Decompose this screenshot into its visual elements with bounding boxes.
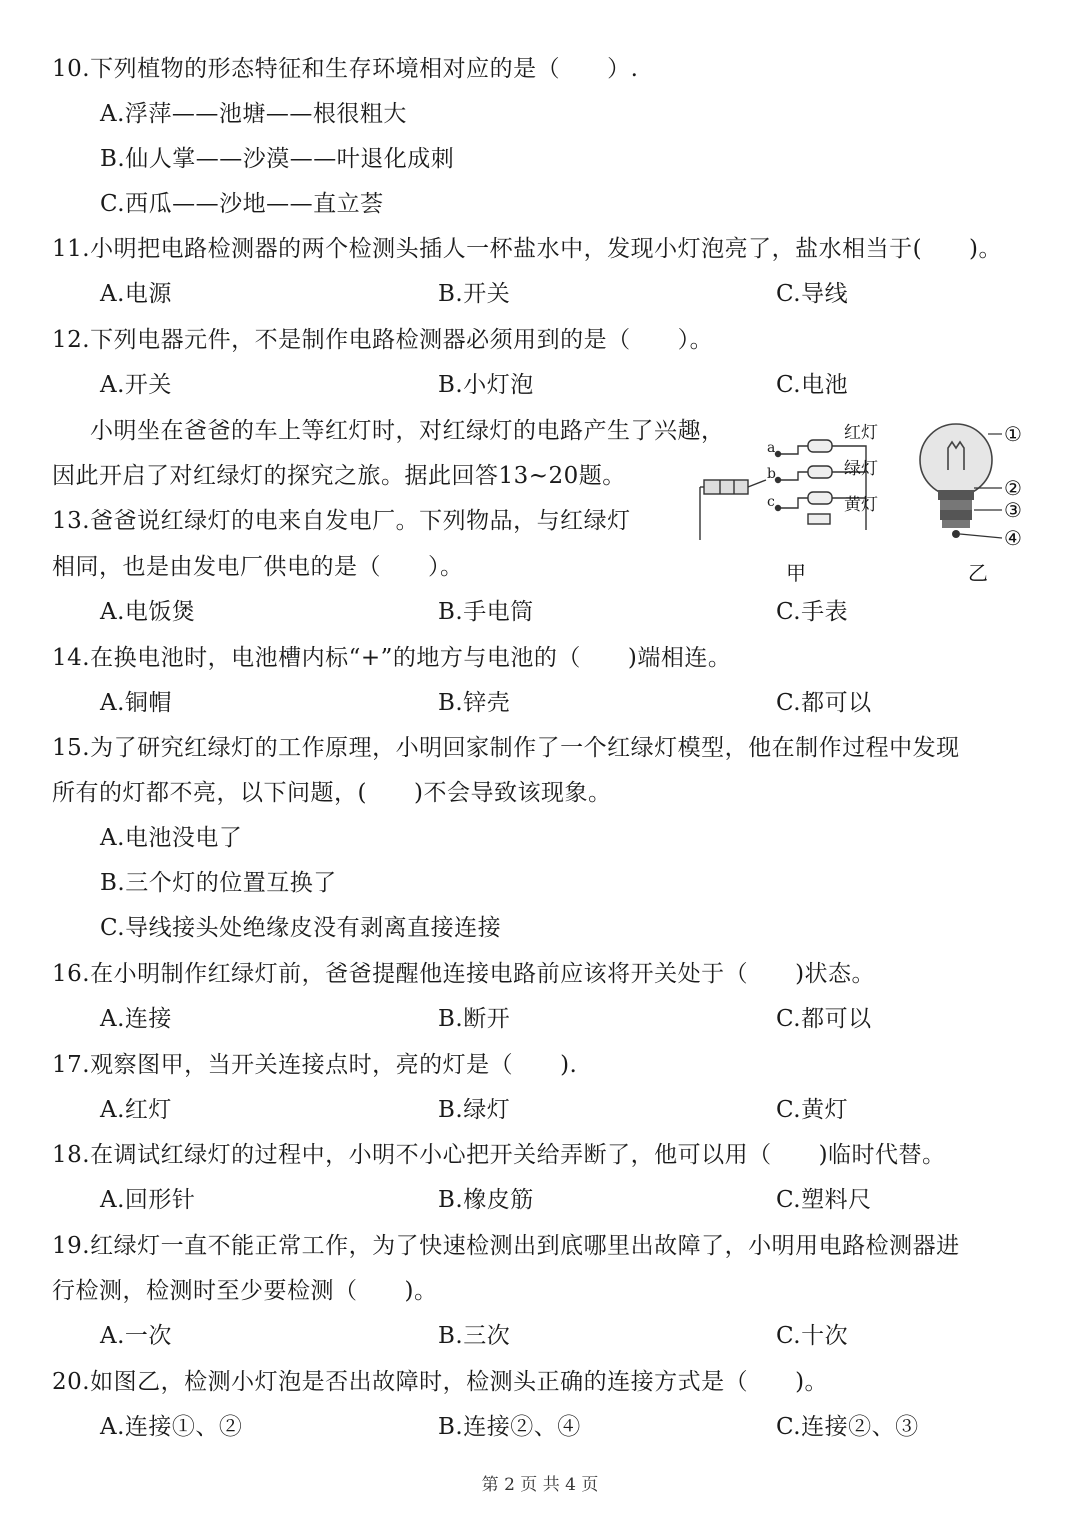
q20-option-c: C.连接②、③ [776, 1414, 919, 1440]
q10-option-a: A.浮萍——池塘——根很粗大 [100, 101, 407, 127]
red-lamp-icon [808, 440, 832, 452]
q10-option-b: B.仙人掌——沙漠——叶退化成刺 [100, 146, 455, 172]
q18-option-c: C.塑料尺 [776, 1187, 872, 1213]
q19-stem-line-1: 19.红绿灯一直不能正常工作，为了快速检测出到底哪里出故障了，小明用电路检测器进 [52, 1233, 960, 1259]
yellow-lamp-label: 黄灯 [844, 495, 878, 515]
green-lamp-label: 绿灯 [844, 459, 878, 479]
q12-option-c: C.电池 [776, 372, 849, 398]
q12-option-a: A.开关 [100, 372, 172, 398]
point-c-label: c [767, 494, 775, 510]
q16-option-a: A.连接 [100, 1006, 172, 1032]
q15-option-b: B.三个灯的位置互换了 [100, 870, 337, 896]
q11-option-a: A.电源 [100, 281, 172, 307]
q17-option-b: B.绿灯 [438, 1097, 511, 1123]
q19-option-c: C.十次 [776, 1323, 849, 1349]
q13-stem-line-1: 13.爸爸说红绿灯的电来自发电厂。下列物品，与红绿灯 [52, 508, 631, 534]
green-lamp-icon [808, 466, 832, 478]
q18-option-a: A.回形针 [100, 1187, 196, 1213]
q18-stem: 18.在调试红绿灯的过程中，小明不小心把开关给弄断了，他可以用（ )临时代替。 [52, 1142, 946, 1168]
q13-option-a: A.电饭煲 [100, 599, 196, 625]
figure-jia-caption: 甲 [786, 561, 806, 585]
figure-yi-caption: 乙 [968, 561, 988, 585]
q20-stem: 20.如图乙，检测小灯泡是否出故障时，检测头正确的连接方式是（ )。 [52, 1369, 829, 1395]
q15-stem-line-1: 15.为了研究红绿灯的工作原理，小明回家制作了一个红绿灯模型，他在制作过程中发现 [52, 735, 960, 761]
mark-1: ① [1004, 422, 1022, 446]
q10-stem: 10.下列植物的形态特征和生存环境相对应的是（ ）. [52, 56, 639, 82]
q10-option-c: C.西瓜——沙地——直立荟 [100, 191, 384, 217]
q12-option-b: B.小灯泡 [438, 372, 534, 398]
figures [690, 410, 1070, 590]
q15-stem-line-2: 所有的灯都不亮，以下问题，( )不会导致该现象。 [52, 780, 612, 806]
q16-option-b: B.断开 [438, 1006, 511, 1032]
q17-stem: 17.观察图甲，当开关连接点时，亮的灯是（ ). [52, 1052, 578, 1078]
q17-option-a: A.红灯 [100, 1097, 172, 1123]
q16-option-c: C.都可以 [776, 1006, 872, 1032]
q14-option-c: C.都可以 [776, 690, 872, 716]
q13-option-c: C.手表 [776, 599, 849, 625]
q16-stem: 16.在小明制作红绿灯前，爸爸提醒他连接电路前应该将开关处于（ )状态。 [52, 961, 876, 987]
q15-option-c: C.导线接头处绝缘皮没有剥离直接连接 [100, 915, 502, 941]
q13-option-b: B.手电筒 [438, 599, 534, 625]
intro-line-1: 小明坐在爸爸的车上等红灯时，对红绿灯的电路产生了兴趣， [90, 418, 725, 444]
q19-option-b: B.三次 [438, 1323, 511, 1349]
intro-line-2: 因此开启了对红绿灯的探究之旅。据此回答13~20题。 [52, 463, 626, 489]
point-a-label: a [767, 440, 776, 456]
yellow-lamp-icon [808, 492, 832, 504]
red-lamp-label: 红灯 [844, 423, 878, 443]
q13-stem-line-2: 相同，也是由发电厂供电的是（ ）。 [52, 554, 464, 580]
q19-stem-line-2: 行检测，检测时至少要检测（ )。 [52, 1278, 438, 1304]
q20-option-a: A.连接①、② [100, 1414, 243, 1440]
bulb-icon [920, 424, 992, 496]
mark-2: ② [1004, 476, 1022, 500]
point-b-label: b [767, 466, 776, 482]
page-footer: 第 2 页 共 4 页 [481, 1475, 599, 1495]
q11-stem: 11.小明把电路检测器的两个检测头插人一杯盐水中，发现小灯泡亮了，盐水相当于( )。 [52, 236, 1003, 262]
q18-option-b: B.橡皮筋 [438, 1187, 534, 1213]
battery-icon [704, 480, 748, 494]
q20-option-b: B.连接②、④ [438, 1414, 581, 1440]
q15-option-a: A.电池没电了 [100, 825, 243, 851]
q11-option-b: B.开关 [438, 281, 511, 307]
q12-stem: 12.下列电器元件，不是制作电路检测器必须用到的是（ ）。 [52, 327, 714, 353]
q14-option-a: A.铜帽 [100, 690, 172, 716]
mark-4: ④ [1004, 526, 1022, 550]
mark-3: ③ [1004, 498, 1022, 522]
figure-yi [920, 424, 1002, 538]
q11-option-c: C.导线 [776, 281, 849, 307]
figure-jia [700, 440, 866, 540]
q14-stem: 14.在换电池时，电池槽内标“+”的地方与电池的（ )端相连。 [52, 645, 732, 671]
q17-option-c: C.黄灯 [776, 1097, 849, 1123]
q14-option-b: B.锌壳 [438, 690, 511, 716]
q19-option-a: A.一次 [100, 1323, 172, 1349]
